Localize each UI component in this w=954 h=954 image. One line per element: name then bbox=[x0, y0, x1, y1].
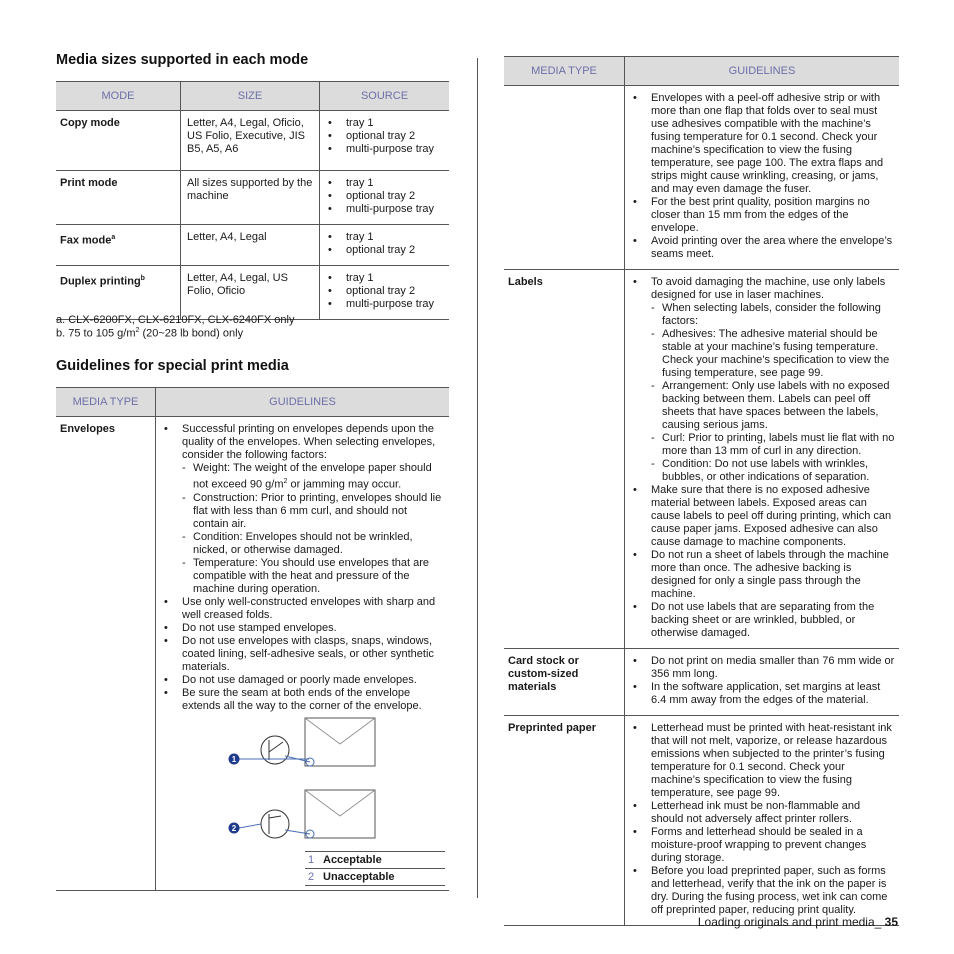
legend-num: 2 bbox=[308, 871, 315, 883]
factor-list bbox=[182, 462, 445, 596]
list-item: - When selecting labels, consider the following factors: bbox=[651, 302, 895, 328]
legend-row bbox=[305, 868, 445, 886]
table-row bbox=[504, 86, 899, 270]
page-footer bbox=[698, 915, 898, 929]
list-item: • Letterhead must be printed with heat-resistant ink that will not melt, vaporize, or release hazardous emissions when subjected to the printer’s fusing temperature for 0.1 second. Check your machine’s specification to view the fusing temperature, see page 99. bbox=[631, 722, 895, 800]
list-item: - Construction: Prior to printing, envelopes should lie flat with less than 6 mm curl, and should not contain air. bbox=[182, 492, 445, 531]
mode-label: Print mode bbox=[60, 177, 118, 189]
table-row bbox=[56, 171, 449, 225]
section-title-guidelines: Guidelines for special print media bbox=[56, 358, 289, 374]
mode-label: Copy mode bbox=[60, 117, 120, 129]
list-item: • multi-purpose tray bbox=[326, 298, 443, 311]
footnote-marker: b bbox=[140, 275, 145, 282]
envelope-unacceptable-illustration bbox=[229, 790, 376, 838]
table-row bbox=[504, 716, 899, 926]
list-item: • optional tray 2 bbox=[326, 190, 443, 203]
list-item bbox=[182, 462, 445, 492]
footnote-a: a. CLX-6200FX, CLX-6210FX, CLX-6240FX only bbox=[56, 314, 295, 326]
list-item: - Adhesives: The adhesive material should be stable at your machine’s fusing temperature. Check your machine’s specification to view the fusing temperature, see page 99. bbox=[651, 328, 895, 380]
media-type-label: Preprinted paper bbox=[508, 722, 597, 734]
list-item: • multi-purpose tray bbox=[326, 143, 443, 156]
list-item: • tray 1 bbox=[326, 177, 443, 190]
list-item: • Use only well-constructed envelopes with sharp and well creased folds. bbox=[162, 596, 445, 622]
footnote-b-sup: 2 bbox=[135, 327, 140, 334]
envelope-illustration bbox=[225, 712, 385, 852]
preprinted-guidelines-list bbox=[631, 722, 895, 917]
list-item: - Arrangement: Only use labels with no exposed backing between them. Labels can peel off sheets that have spaces between the labels, causing serious jams. bbox=[651, 380, 895, 432]
footnote-marker: a bbox=[111, 234, 116, 241]
list-item: • Do not use envelopes with clasps, snaps, windows, coated lining, self-adhesive seals, or other synthetic materials. bbox=[162, 635, 445, 674]
list-item: - Condition: Do not use labels with wrinkles, bubbles, or other indications of separation. bbox=[651, 458, 895, 484]
footer-text: Loading originals and print media_ bbox=[697, 915, 885, 929]
list-item bbox=[162, 423, 445, 596]
card-guidelines-list bbox=[631, 655, 895, 707]
col-header-source: SOURCE bbox=[320, 82, 450, 111]
envelope-continued-list bbox=[631, 92, 895, 261]
envelope-acceptable-illustration bbox=[229, 718, 376, 766]
list-item: • Envelopes with a peel-off adhesive strip or with more than one flap that folds over to seal must use adhesives compatible with the machine’s fusing temperature for 0.1 second. Check your machine’s specification to view the fusing temperature, see page 100. The extra flaps and strips might cause wrinkling, creasing, or jams, and may even damage the fuser. bbox=[631, 92, 895, 196]
list-item: - Temperature: You should use envelopes that are compatible with the heat and pressure of the machine during operation. bbox=[182, 557, 445, 596]
svg-text:1: 1 bbox=[231, 755, 237, 764]
list-item: • optional tray 2 bbox=[326, 130, 443, 143]
legend-row bbox=[305, 851, 445, 868]
list-item: • optional tray 2 bbox=[326, 244, 443, 257]
col-header-mode: MODE bbox=[56, 82, 181, 111]
table-row bbox=[504, 270, 899, 649]
column-divider bbox=[477, 58, 478, 898]
list-item: • Avoid printing over the area where the envelope’s seams meet. bbox=[631, 235, 895, 261]
source-list bbox=[326, 177, 443, 216]
size-cell: Letter, A4, Legal, US Folio, Oficio bbox=[181, 266, 320, 320]
col-header-guidelines: GUIDELINES bbox=[625, 57, 900, 86]
page-number: 35 bbox=[884, 915, 898, 929]
factor-list bbox=[651, 302, 895, 484]
size-cell: Letter, A4, Legal, Oficio, US Folio, Executive, JIS B5, A5, A6 bbox=[181, 111, 320, 171]
list-item bbox=[631, 276, 895, 484]
col-header-guidelines: GUIDELINES bbox=[156, 388, 450, 417]
list-item: • Do not use damaged or poorly made envelopes. bbox=[162, 674, 445, 687]
list-item: • Do not use labels that are separating from the backing sheet or are wrinkled, bubbled, or otherwise damaged. bbox=[631, 601, 895, 640]
list-item: • tray 1 bbox=[326, 231, 443, 244]
factor-text: Weight: The weight of the envelope paper should not exceed 90 g/m bbox=[193, 462, 432, 491]
media-type-label: Card stock or custom-sized materials bbox=[508, 655, 579, 693]
size-cell: All sizes supported by the machine bbox=[181, 171, 320, 225]
list-item: • optional tray 2 bbox=[326, 285, 443, 298]
envelope-guidelines-list bbox=[162, 423, 445, 713]
source-list bbox=[326, 117, 443, 156]
mode-label: Fax mode bbox=[60, 234, 112, 247]
media-type-label: Envelopes bbox=[60, 423, 116, 435]
size-cell: Letter, A4, Legal bbox=[181, 225, 320, 266]
footnote-b bbox=[56, 327, 243, 340]
factor-text-end: or jamming may occur. bbox=[287, 478, 402, 491]
guidelines-table-right bbox=[504, 56, 899, 926]
list-item: • multi-purpose tray bbox=[326, 203, 443, 216]
source-list bbox=[326, 231, 443, 257]
legend-label: Acceptable bbox=[323, 854, 382, 866]
media-sizes-table bbox=[56, 81, 449, 320]
section-title-media-sizes: Media sizes supported in each mode bbox=[56, 52, 309, 68]
col-header-size: SIZE bbox=[181, 82, 320, 111]
list-item: • Forms and letterhead should be sealed in a moisture-proof wrapping to prevent changes during storage. bbox=[631, 826, 895, 865]
list-item: • Do not run a sheet of labels through the machine more than once. The adhesive backing is designed for only a single pass through the machine. bbox=[631, 549, 895, 601]
list-item: • tray 1 bbox=[326, 272, 443, 285]
mode-label: Duplex printing bbox=[60, 275, 141, 288]
media-type-label: Labels bbox=[508, 276, 543, 288]
list-item: - Condition: Envelopes should not be wrinkled, nicked, or otherwise damaged. bbox=[182, 531, 445, 557]
list-item: • Do not print on media smaller than 76 mm wide or 356 mm long. bbox=[631, 655, 895, 681]
labels-guidelines-list bbox=[631, 276, 895, 640]
guideline-text: Successful printing on envelopes depends upon the quality of the envelopes. When selecting envelopes, consider the following factors: bbox=[182, 423, 436, 461]
col-header-media-type: MEDIA TYPE bbox=[504, 57, 625, 86]
footnote-b-text-end: (20~28 lb bond) only bbox=[139, 327, 244, 340]
list-item: • In the software application, set margins at least 6.4 mm away from the edges of the material. bbox=[631, 681, 895, 707]
legend-num: 1 bbox=[308, 854, 315, 866]
list-item: • Do not use stamped envelopes. bbox=[162, 622, 445, 635]
factor-sup: 2 bbox=[283, 478, 288, 485]
table-row bbox=[56, 266, 449, 320]
table-row bbox=[56, 225, 449, 266]
guideline-text: To avoid damaging the machine, use only labels designed for use in laser machines. bbox=[651, 276, 886, 301]
list-item: • For the best print quality, position margins no closer than 15 mm from the edges of the envelope. bbox=[631, 196, 895, 235]
list-item: - Curl: Prior to printing, labels must lie flat with no more than 13 mm of curl in any direction. bbox=[651, 432, 895, 458]
illustration-legend bbox=[305, 851, 445, 886]
list-item: • tray 1 bbox=[326, 117, 443, 130]
col-header-media-type: MEDIA TYPE bbox=[56, 388, 156, 417]
footnote-b-text: b. 75 to 105 g/m bbox=[56, 327, 136, 340]
table-row bbox=[56, 111, 449, 171]
list-item: • Letterhead ink must be non-flammable and should not adversely affect printer rollers. bbox=[631, 800, 895, 826]
list-item: • Be sure the seam at both ends of the envelope extends all the way to the corner of the envelope. bbox=[162, 687, 445, 713]
list-item: • Make sure that there is no exposed adhesive material between labels. Exposed areas can cause labels to peel off during printing, which can cause paper jams. Exposed adhesive can also cause damage to machine components. bbox=[631, 484, 895, 549]
svg-text:2: 2 bbox=[231, 824, 237, 833]
list-item: • Before you load preprinted paper, such as forms and letterhead, verify that the ink on the paper is dry. During the fusing process, wet ink can come off preprinted paper, reducing print quality. bbox=[631, 865, 895, 917]
legend-label: Unacceptable bbox=[323, 871, 395, 883]
table-row bbox=[504, 649, 899, 716]
source-list bbox=[326, 272, 443, 311]
